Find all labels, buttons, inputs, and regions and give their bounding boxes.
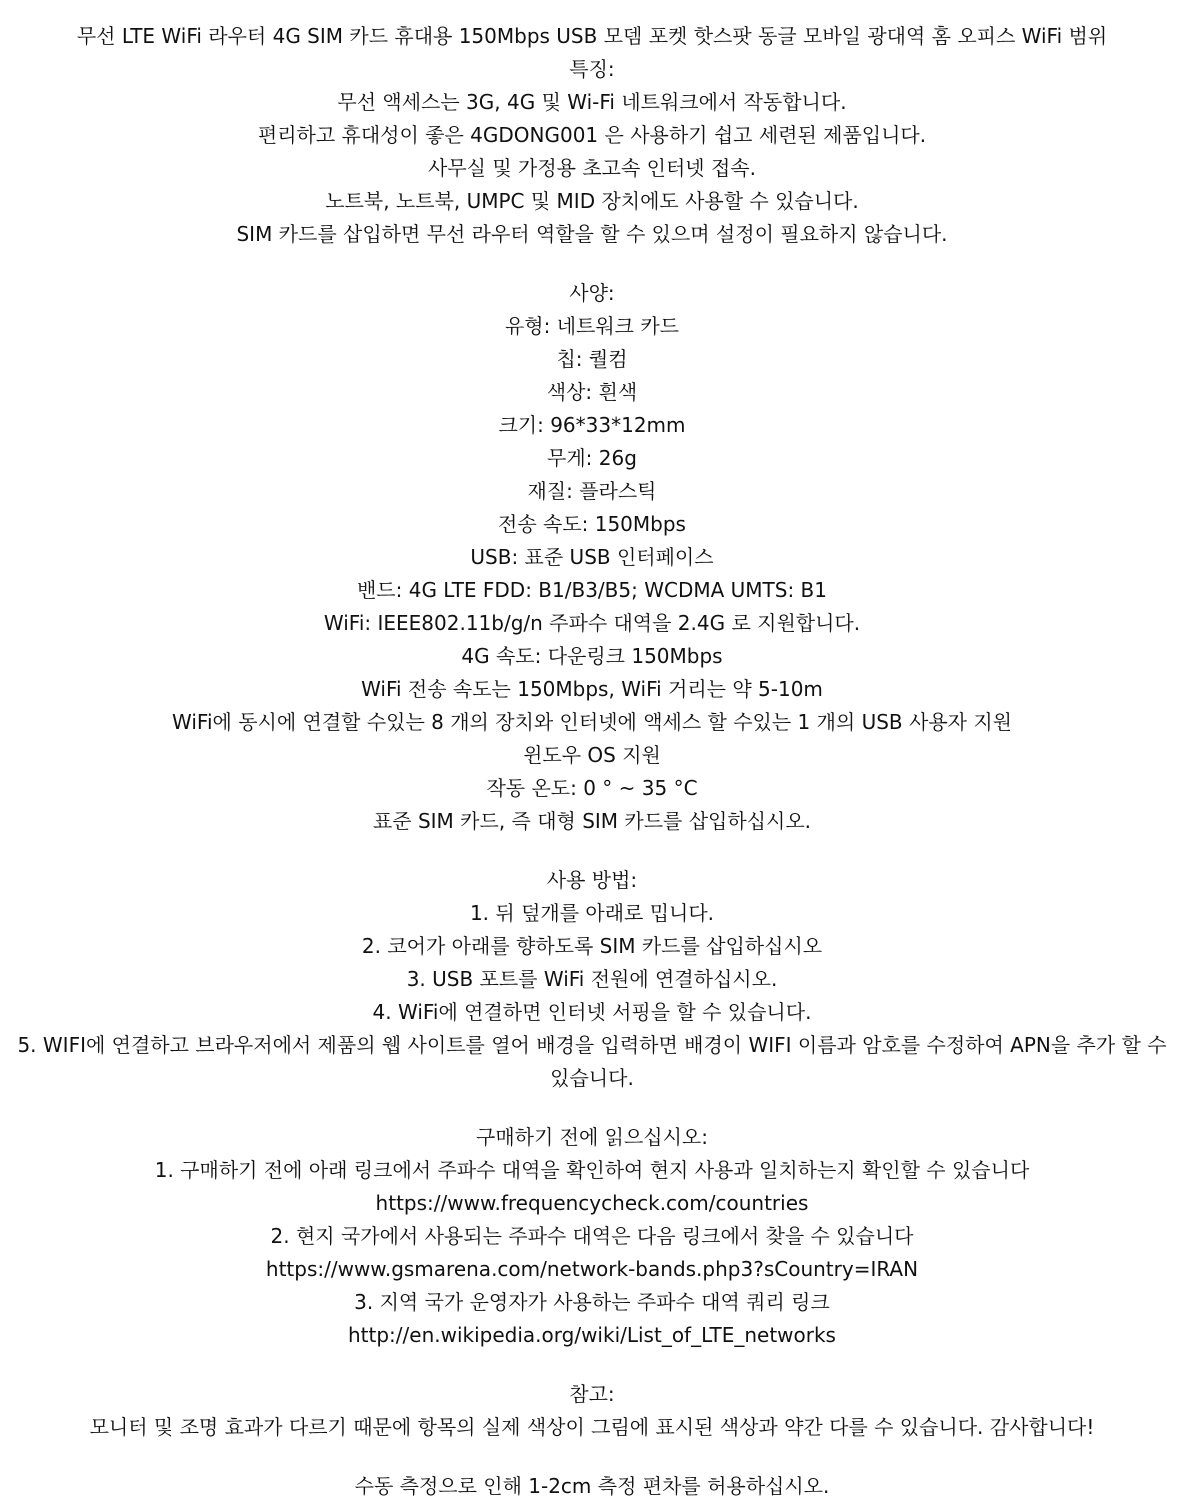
spec-item: 4G 속도: 다운링크 150Mbps [461,644,723,668]
usage-step: 1. 뒤 덮개를 아래로 밉니다. [469,901,715,925]
usage-step: 4. WiFi에 연결하면 인터넷 서핑을 할 수 있습니다. [372,1000,812,1024]
wikipedia-link[interactable]: http://en.wikipedia.org/wiki/List_of_LTE_networks [348,1323,836,1347]
spec-item: 유형: 네트워크 카드 [504,314,679,338]
product-title: 무선 LTE WiFi 라우터 4G SIM 카드 휴대용 150Mbps USB 모뎀 포켓 핫스팟 동글 모바일 광대역 홈 오피스 WiFi 범위 [76,24,1108,48]
frequency-check-link[interactable]: https://www.frequencycheck.com/countries [375,1191,809,1215]
usage-heading: 사용 방법: [546,868,638,892]
spec-item: 칩: 퀄컴 [556,347,628,371]
feature-item: 편리하고 휴대성이 좋은 4GDONG001 은 사용하기 쉽고 세련된 제품입니다. [257,123,927,147]
note-section [10,1378,1174,1503]
usage-step: 2. 코어가 아래를 향하도록 SIM 카드를 삽입하십시오 [361,934,823,958]
before-purchase-heading: 구매하기 전에 읽으십시오: [476,1125,708,1149]
spec-item: WiFi에 동시에 연결할 수있는 8 개의 장치와 인터넷에 액세스 할 수있는 1 개의 USB 사용자 지원 [172,710,1012,734]
features-heading: 특징: [569,57,615,81]
spec-item: 전송 속도: 150Mbps [498,512,686,536]
note-text: 모니터 및 조명 효과가 다르기 때문에 항목의 실제 색상이 그림에 표시된 색상과 약간 다를 수 있습니다. 감사합니다! [89,1415,1095,1439]
spec-item: 작동 온도: 0 ° ~ 35 °C [486,776,698,800]
specs-heading: 사양: [569,281,615,305]
feature-item: 노트북, 노트북, UMPC 및 MID 장치에도 사용할 수 있습니다. [325,189,859,213]
section-spacer [10,1095,1174,1121]
section-spacer [10,838,1174,864]
spec-item: 크기: 96*33*12mm [498,413,686,437]
before-purchase-section [10,1121,1174,1352]
measurement-note: 수동 측정으로 인해 1-2cm 측정 편차를 허용하십시오. [354,1474,830,1498]
usage-step: 5. WIFI에 연결하고 브라우저에서 제품의 웹 사이트를 열어 배경을 입력하면 배경이 WIFI 이름과 암호를 수정하여 APN을 추가 할 수 있습니다. [17,1033,1167,1090]
section-spacer [10,1444,1174,1470]
feature-item: SIM 카드를 삽입하면 무선 라우터 역할을 할 수 있으며 설정이 필요하지 않습니다. [236,222,948,246]
section-spacer [10,251,1174,277]
gsmarena-link[interactable]: https://www.gsmarena.com/network-bands.php3?sCountry=IRAN [265,1257,919,1281]
note-heading: 참고: [569,1382,615,1406]
usage-section [10,864,1174,1095]
spec-item: 밴드: 4G LTE FDD: B1/B3/B5; WCDMA UMTS: B1 [356,578,827,602]
feature-item: 무선 액세스는 3G, 4G 및 Wi-Fi 네트워크에서 작동합니다. [337,90,847,114]
spec-item: WiFi: IEEE802.11b/g/n 주파수 대역을 2.4G 로 지원합니다. [323,611,861,635]
purchase-note-item: 1. 구매하기 전에 아래 링크에서 주파수 대역을 확인하여 현지 사용과 일치하는지 확인할 수 있습니다 [154,1158,1030,1182]
spec-item: USB: 표준 USB 인터페이스 [470,545,714,569]
purchase-note-item: 2. 현지 국가에서 사용되는 주파수 대역은 다음 링크에서 찾을 수 있습니다 [270,1224,914,1248]
spec-item: 표준 SIM 카드, 즉 대형 SIM 카드를 삽입하십시오. [372,809,812,833]
features-section [10,53,1174,251]
usage-step: 3. USB 포트를 WiFi 전원에 연결하십시오. [406,967,778,991]
specs-section [10,277,1174,838]
feature-item: 사무실 및 가정용 초고속 인터넷 접속. [428,156,756,180]
spec-item: WiFi 전송 속도는 150Mbps, WiFi 거리는 약 5-10m [361,677,823,701]
spec-item: 색상: 흰색 [546,380,638,404]
spec-item: 무게: 26g [547,446,637,470]
spec-item: 재질: 플라스틱 [527,479,657,503]
purchase-note-item: 3. 지역 국가 운영자가 사용하는 주파수 대역 쿼리 링크 [354,1290,830,1314]
section-spacer [10,1352,1174,1378]
spec-item: 윈도우 OS 지원 [523,743,661,767]
